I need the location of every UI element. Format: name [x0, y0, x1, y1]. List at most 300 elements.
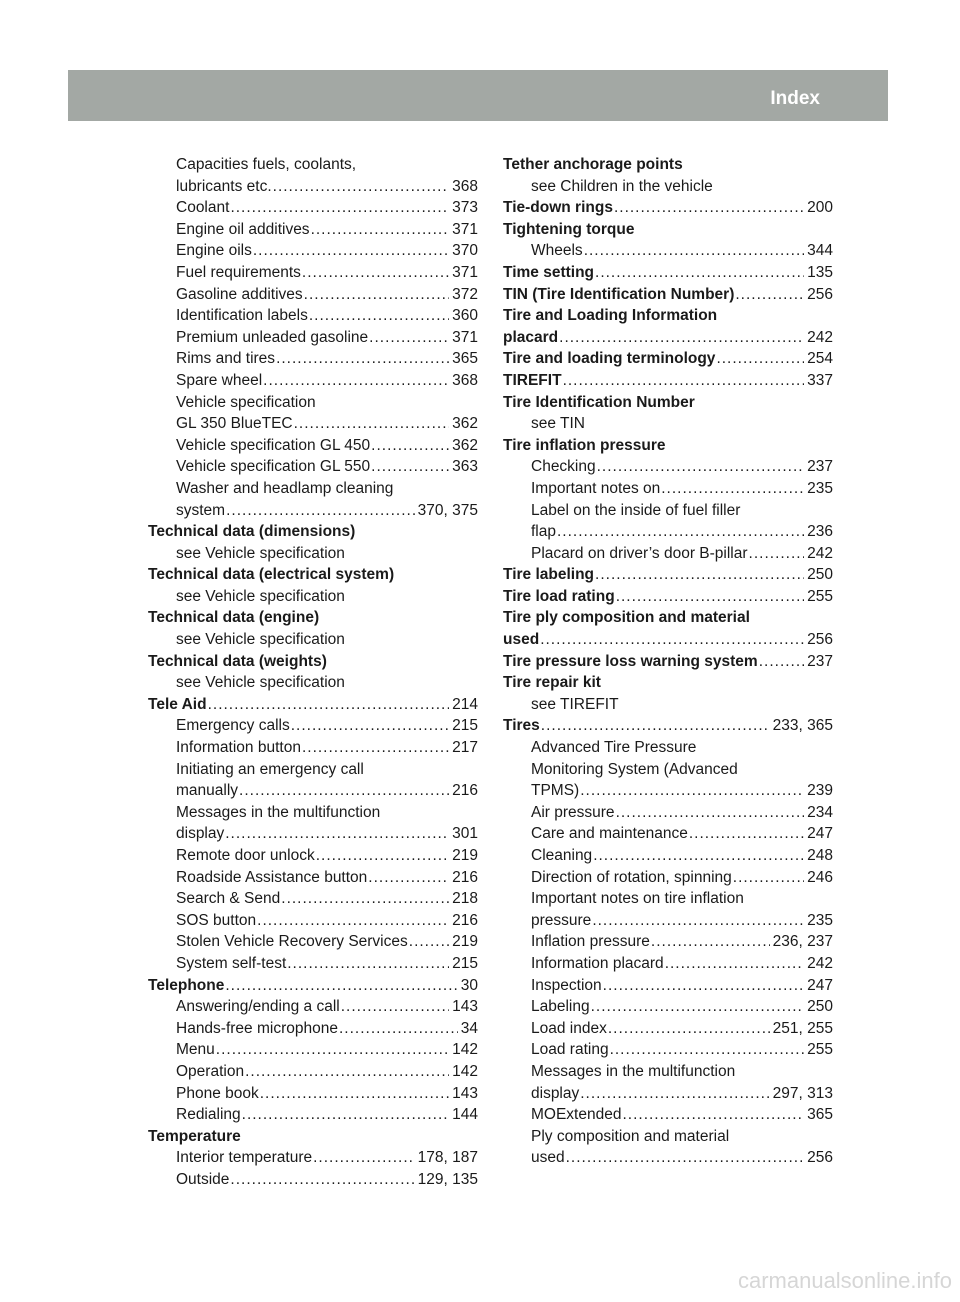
index-line [503, 888, 833, 910]
index-entry [148, 867, 478, 889]
index-line [503, 694, 833, 716]
index-term: Technical data (weights) [148, 652, 327, 670]
index-entry [148, 737, 478, 759]
index-entry [503, 1104, 833, 1126]
index-line [148, 413, 478, 435]
index-entry [503, 240, 833, 262]
index-line [148, 780, 478, 802]
index-line [503, 759, 833, 781]
index-line [503, 1104, 833, 1126]
dot-leader [651, 931, 770, 953]
page-reference: 344 [807, 242, 833, 260]
index-subterm: Care and maintenance [531, 825, 688, 843]
index-entry [148, 694, 478, 716]
page-reference: 371 [452, 263, 478, 281]
index-line [503, 435, 833, 457]
index-subterm: Search & Send [176, 890, 281, 908]
index-term: Tire Identification Number [503, 393, 695, 411]
index-line [148, 456, 478, 478]
dot-leader [225, 975, 457, 997]
index-subterm: Label on the inside of fuel filler [531, 501, 741, 519]
index-subterm: flap [531, 523, 556, 541]
page-reference: 368 [452, 371, 478, 389]
dot-leader [665, 953, 804, 975]
page-reference: 365 [807, 1106, 833, 1124]
page-reference: 235 [807, 911, 833, 929]
index-subterm: Engine oils [176, 242, 252, 260]
index-subterm: see Vehicle specification [176, 674, 345, 692]
index-entry [148, 154, 478, 197]
index-term: Tire pressure loss warning system [503, 652, 758, 670]
index-subterm: Vehicle specification GL 550 [176, 458, 371, 476]
index-subterm: Roadside Assistance button [176, 868, 368, 886]
index-subterm: see TIN [531, 415, 585, 433]
dot-leader [230, 197, 449, 219]
page-reference: 200 [807, 199, 833, 217]
index-entry [503, 284, 833, 306]
index-subterm: Information button [176, 739, 301, 757]
page-reference: 235 [807, 479, 833, 497]
dot-leader [610, 1039, 805, 1061]
index-entry [148, 1039, 478, 1061]
page-reference: 365 [452, 350, 478, 368]
index-subterm: system [176, 501, 226, 519]
dot-leader [540, 629, 804, 651]
dot-leader [371, 456, 449, 478]
dot-leader [591, 996, 805, 1018]
index-entry [148, 996, 478, 1018]
index-line [148, 694, 478, 716]
index-column-left [148, 154, 478, 1191]
index-entry [148, 564, 478, 586]
page-reference: 216 [452, 911, 478, 929]
dot-leader [313, 1147, 415, 1169]
index-line [148, 931, 478, 953]
index-line [148, 1104, 478, 1126]
index-entry [503, 845, 833, 867]
index-subterm: SOS button [176, 911, 257, 929]
index-line [503, 802, 833, 824]
index-term: Telephone [148, 976, 225, 994]
index-line [148, 737, 478, 759]
page-reference: 242 [807, 544, 833, 562]
dot-leader [316, 845, 449, 867]
dot-leader [603, 975, 804, 997]
index-line [503, 931, 833, 953]
index-entry [503, 392, 833, 414]
dot-leader [230, 1169, 414, 1191]
index-entry [503, 1061, 833, 1104]
page-reference: 144 [452, 1106, 478, 1124]
dot-leader [563, 370, 805, 392]
page-reference: 219 [452, 847, 478, 864]
page-reference: 256 [807, 1149, 833, 1167]
index-entry [148, 629, 478, 651]
dot-leader [559, 327, 804, 349]
dot-leader [291, 715, 449, 737]
index-term: Tightening torque [503, 220, 635, 238]
index-line [503, 564, 833, 586]
dot-leader [369, 327, 449, 349]
page-reference: 368 [452, 177, 478, 195]
index-subterm: MOExtended [531, 1106, 622, 1124]
index-subterm: Remote door unlock [176, 847, 315, 864]
index-line [503, 910, 833, 932]
index-subterm: Spare wheel [176, 371, 263, 389]
index-subterm: Gasoline additives [176, 285, 303, 303]
dot-leader [245, 1061, 449, 1083]
index-subterm: Initiating an emergency call [176, 760, 364, 778]
dot-leader [260, 1083, 449, 1105]
index-entry [503, 305, 833, 348]
index-line [503, 629, 833, 651]
index-line [503, 715, 833, 737]
index-term: TIN (Tire Identification Number) [503, 285, 735, 303]
index-line [148, 953, 478, 975]
index-entry [503, 348, 833, 370]
index-line [148, 996, 478, 1018]
index-line [148, 1039, 478, 1061]
index-subterm: Vehicle specification [176, 393, 316, 411]
index-term: Technical data (dimensions) [148, 523, 356, 541]
index-line [148, 478, 478, 500]
index-entry [503, 154, 833, 176]
index-entry [503, 564, 833, 586]
page-reference: 250 [807, 998, 833, 1016]
index-entry [148, 651, 478, 673]
index-line [148, 219, 478, 241]
index-line [148, 262, 478, 284]
section-title: Index [770, 88, 820, 109]
index-term: Temperature [148, 1127, 241, 1145]
index-line [503, 500, 833, 522]
index-entry [148, 802, 478, 845]
page-reference: 237 [807, 652, 833, 670]
index-line [503, 305, 833, 327]
index-subterm: display [176, 825, 225, 843]
index-line [503, 1083, 833, 1105]
index-line [503, 240, 833, 262]
index-line [503, 413, 833, 435]
index-subterm: Outside [176, 1170, 230, 1188]
index-entry [503, 586, 833, 608]
index-subterm: System self-test [176, 954, 287, 972]
dot-leader [294, 413, 450, 435]
page-reference: 254 [807, 350, 833, 368]
index-line [503, 1061, 833, 1083]
dot-leader [595, 262, 804, 284]
dot-leader [608, 1018, 770, 1040]
index-entry [503, 975, 833, 997]
page-reference: 129, 135 [417, 1170, 478, 1188]
page-reference: 363 [452, 458, 478, 476]
index-line [148, 672, 478, 694]
dot-leader [257, 910, 449, 932]
index-subterm: Wheels [531, 242, 583, 260]
index-subterm: Engine oil additives [176, 220, 310, 238]
index-line [148, 607, 478, 629]
index-term: Tire inflation pressure [503, 436, 666, 454]
page-reference: 217 [452, 739, 478, 757]
index-entry [148, 240, 478, 262]
index-line [503, 672, 833, 694]
index-subterm: GL 350 BlueTEC [176, 415, 293, 433]
dot-leader [371, 435, 449, 457]
page-reference: 255 [807, 587, 833, 605]
index-subterm: Important notes on tire inflation [531, 890, 744, 908]
index-entry [503, 478, 833, 500]
index-line [503, 651, 833, 673]
dot-leader [341, 996, 449, 1018]
index-term: Tire labeling [503, 566, 595, 584]
index-subterm: lubricants etc. [176, 177, 272, 195]
index-line [503, 284, 833, 306]
index-term: Technical data (engine) [148, 609, 320, 627]
index-entry [503, 996, 833, 1018]
index-subterm: Labeling [531, 998, 590, 1016]
index-subterm: manually [176, 782, 239, 800]
index-entry [148, 262, 478, 284]
index-line [148, 1126, 478, 1148]
index-line [148, 586, 478, 608]
index-line [503, 1126, 833, 1148]
index-line [503, 1147, 833, 1169]
index-entry [503, 823, 833, 845]
index-subterm: Advanced Tire Pressure [531, 739, 697, 757]
index-subterm: Inspection [531, 976, 602, 994]
page-reference: 372 [452, 285, 478, 303]
dot-leader [592, 910, 804, 932]
dot-leader [409, 931, 449, 953]
index-line [503, 780, 833, 802]
page-reference: 142 [452, 1041, 478, 1059]
dot-leader [716, 348, 804, 370]
index-subterm: Emergency calls [176, 717, 290, 735]
dot-leader [311, 219, 450, 241]
dot-leader [276, 348, 449, 370]
page-reference: 214 [452, 695, 478, 713]
dot-leader [595, 564, 804, 586]
index-entry [503, 456, 833, 478]
dot-leader [593, 845, 804, 867]
index-subterm: Redialing [176, 1106, 241, 1124]
index-line [148, 240, 478, 262]
index-line [503, 607, 833, 629]
dot-leader [759, 651, 804, 673]
index-line [503, 1018, 833, 1040]
index-subterm: Stolen Vehicle Recovery Services [176, 933, 408, 951]
page-reference: 219 [452, 933, 478, 951]
page-reference: 370, 375 [417, 501, 478, 519]
page-reference: 143 [452, 998, 478, 1016]
page-number: 17 [915, 88, 937, 109]
index-subterm: Placard on driver’s door B-pillar [531, 544, 748, 562]
index-entry [148, 1169, 478, 1191]
dot-leader [541, 715, 770, 737]
dot-leader [368, 867, 449, 889]
index-line [503, 586, 833, 608]
page-header [68, 70, 937, 121]
index-entry [148, 305, 478, 327]
index-line [148, 651, 478, 673]
dot-leader [661, 478, 804, 500]
index-line [148, 305, 478, 327]
dot-leader [584, 240, 804, 262]
dot-leader [216, 1039, 449, 1061]
dot-leader [242, 1104, 449, 1126]
index-line [503, 456, 833, 478]
index-subterm: Cleaning [531, 847, 593, 864]
index-line [503, 197, 833, 219]
index-subterm: Inflation pressure [531, 933, 650, 951]
dot-leader [273, 176, 449, 198]
index-entry [148, 715, 478, 737]
page-reference: 360 [452, 307, 478, 325]
header-divider [900, 70, 903, 121]
page-reference: 135 [807, 263, 833, 281]
index-line [148, 715, 478, 737]
page-reference: 215 [452, 954, 478, 972]
index-line [503, 543, 833, 565]
page-reference: 251, 255 [772, 1019, 833, 1037]
index-entry [503, 607, 833, 650]
index-subterm: Vehicle specification GL 450 [176, 436, 371, 454]
index-line [148, 802, 478, 824]
index-entry [148, 1104, 478, 1126]
index-subterm: Checking [531, 458, 596, 476]
index-line [148, 1061, 478, 1083]
index-entry [503, 867, 833, 889]
index-subterm: Load index [531, 1019, 607, 1037]
index-line [148, 154, 478, 176]
index-line [148, 867, 478, 889]
index-subterm: Monitoring System (Advanced [531, 760, 738, 778]
dot-leader [580, 780, 804, 802]
dot-leader [597, 456, 805, 478]
index-line [503, 1039, 833, 1061]
dot-leader [616, 802, 805, 824]
index-subterm: Hands-free microphone [176, 1019, 338, 1037]
index-subterm: Air pressure [531, 803, 615, 821]
page-reference: 218 [452, 890, 478, 908]
index-line [148, 888, 478, 910]
index-entry [148, 931, 478, 953]
dot-leader [689, 823, 804, 845]
page-reference: 247 [807, 976, 833, 994]
index-entry [503, 1018, 833, 1040]
index-line [503, 348, 833, 370]
index-entry [503, 651, 833, 673]
page-reference: 370 [452, 242, 478, 260]
index-entry [148, 888, 478, 910]
dot-leader [580, 1083, 769, 1105]
index-entry [503, 262, 833, 284]
page-reference: 30 [460, 976, 478, 994]
index-subterm: Capacities fuels, coolants, [176, 156, 357, 173]
index-line [503, 327, 833, 349]
index-line [503, 262, 833, 284]
index-subterm: Answering/ending a call [176, 998, 340, 1016]
page-reference: 362 [452, 415, 478, 433]
index-entry [148, 392, 478, 435]
index-line [148, 392, 478, 414]
index-line [503, 867, 833, 889]
index-subterm: see TIREFIT [531, 695, 619, 713]
page-reference: 237 [807, 458, 833, 476]
index-subterm: pressure [531, 911, 592, 929]
index-line [503, 478, 833, 500]
index-line [148, 348, 478, 370]
index-subterm: Menu [176, 1041, 215, 1059]
index-line [503, 996, 833, 1018]
dot-leader [263, 370, 449, 392]
watermark: carmanualsonline.info [737, 1268, 952, 1293]
index-line [503, 953, 833, 975]
page-reference: 246 [807, 868, 833, 886]
dot-leader [309, 305, 449, 327]
index-entry [148, 327, 478, 349]
index-line [148, 284, 478, 306]
page-reference: 373 [452, 199, 478, 217]
index-entry [503, 413, 833, 435]
dot-leader [339, 1018, 458, 1040]
dot-leader [622, 1104, 804, 1126]
page-reference: 216 [452, 782, 478, 800]
index-line [148, 176, 478, 198]
page-reference: 301 [452, 825, 478, 843]
index-entry [148, 1018, 478, 1040]
page-reference: 250 [807, 566, 833, 584]
index-subterm: display [531, 1084, 580, 1102]
page-reference: 256 [807, 285, 833, 303]
index-entry [503, 953, 833, 975]
page-reference: 337 [807, 371, 833, 389]
index-entry [148, 607, 478, 629]
page-reference: 371 [452, 220, 478, 238]
index-entry [503, 1126, 833, 1169]
index-line [148, 197, 478, 219]
dot-leader [302, 262, 449, 284]
dot-leader [749, 543, 805, 565]
index-entry [148, 435, 478, 457]
page-reference: 242 [807, 328, 833, 346]
index-line [148, 910, 478, 932]
index-entry [148, 910, 478, 932]
dot-leader [557, 521, 804, 543]
index-entry [503, 435, 833, 457]
index-line [148, 327, 478, 349]
index-line [503, 219, 833, 241]
index-term: Tires [503, 717, 540, 735]
page-reference: 178, 187 [417, 1149, 478, 1167]
index-term: TIREFIT [503, 371, 562, 389]
index-entry [148, 672, 478, 694]
dot-leader [225, 823, 449, 845]
page-reference: 143 [452, 1084, 478, 1102]
index-subterm: Coolant [176, 199, 230, 217]
index-entry [503, 737, 833, 802]
index-subterm: Ply composition and material [531, 1127, 730, 1145]
index-subterm: TPMS) [531, 782, 580, 800]
index-line [148, 521, 478, 543]
index-term: Time setting [503, 263, 595, 281]
index-term: Tele Aid [148, 695, 207, 713]
page-reference: 239 [807, 782, 833, 800]
index-line [503, 370, 833, 392]
index-line [148, 1018, 478, 1040]
page-reference: 362 [452, 436, 478, 454]
index-subterm: Identification labels [176, 307, 308, 325]
